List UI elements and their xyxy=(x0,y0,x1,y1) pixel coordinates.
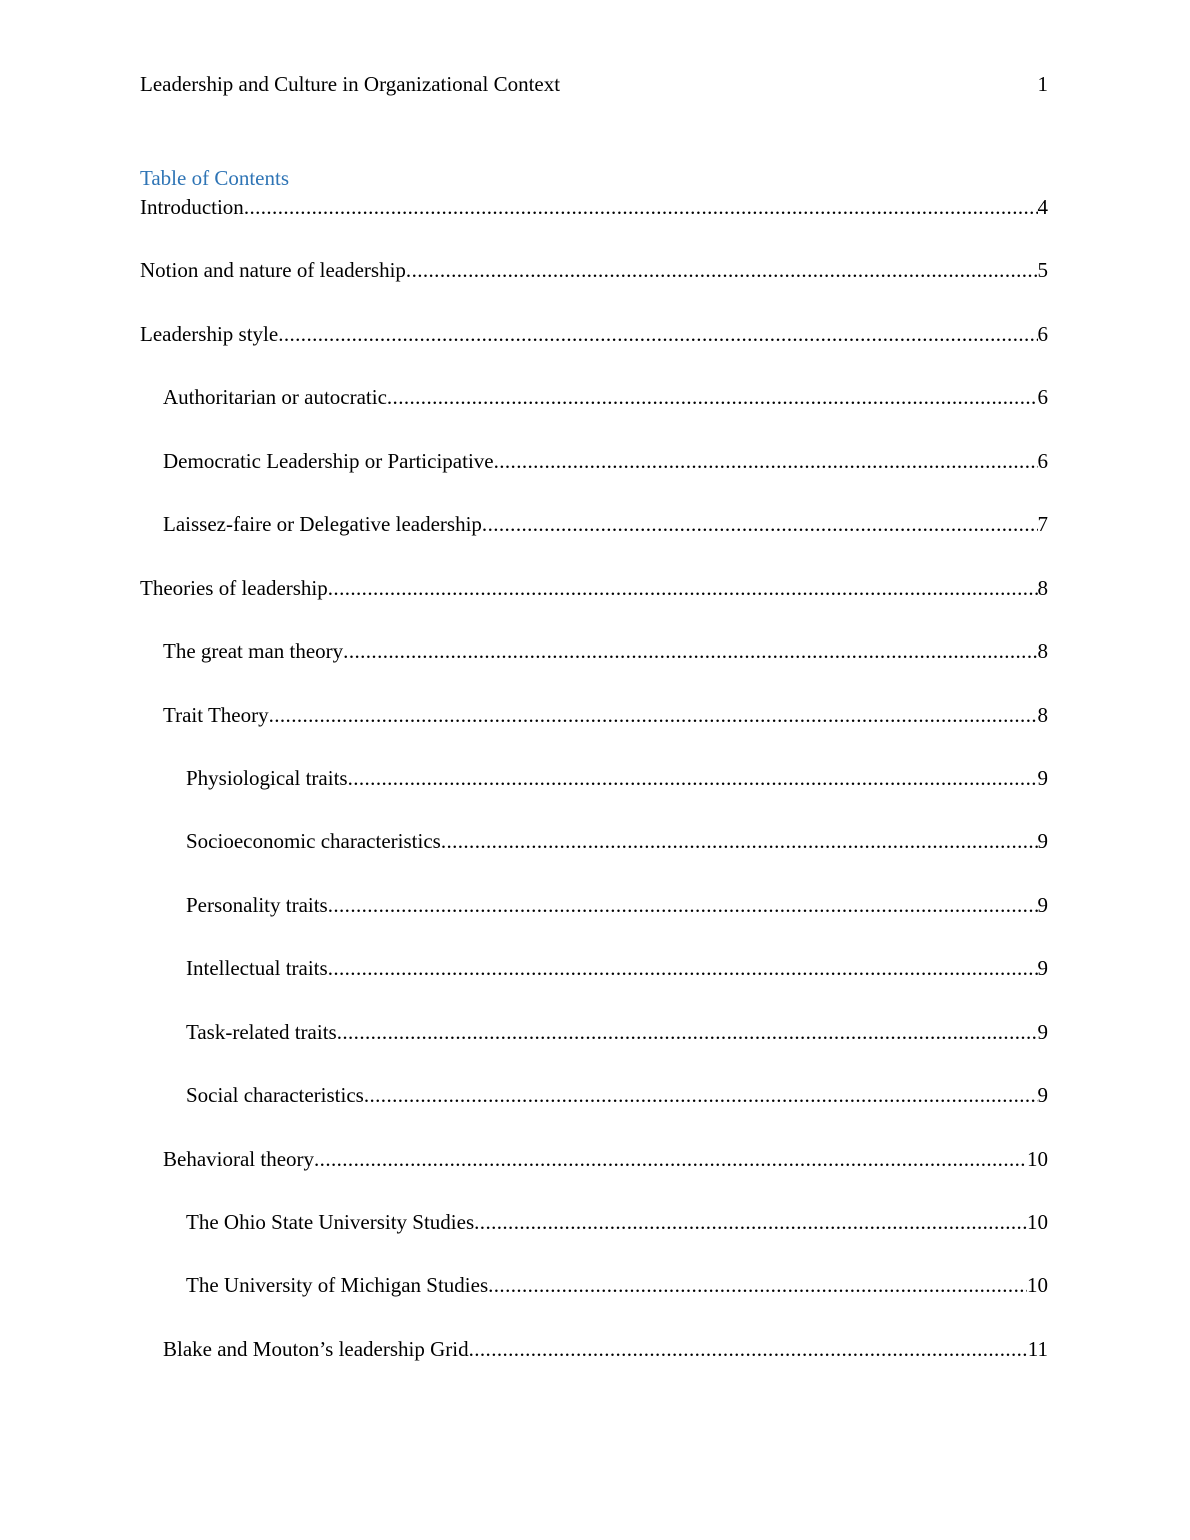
toc-entry-row xyxy=(186,764,1048,792)
toc-dot-leader xyxy=(328,574,1038,602)
running-head-title: Leadership and Culture in Organizational Context xyxy=(140,72,561,96)
toc-dot-leader xyxy=(337,1018,1038,1046)
toc-entry-label[interactable]: Social characteristics xyxy=(186,1083,364,1108)
toc-entry-row xyxy=(140,256,1048,284)
toc-entry[interactable] xyxy=(140,1271,1048,1334)
toc-dot-leader xyxy=(314,1145,1027,1173)
toc-entry-page-number[interactable]: 10 xyxy=(1027,1273,1048,1298)
toc-entry-page-number[interactable]: 9 xyxy=(1037,1019,1048,1044)
toc-entry-page-number[interactable]: 6 xyxy=(1037,385,1048,410)
toc-entry-page-number[interactable]: 10 xyxy=(1027,1146,1048,1171)
toc-entry[interactable] xyxy=(140,1081,1048,1144)
toc-entry[interactable] xyxy=(140,510,1048,573)
toc-dot-leader xyxy=(482,510,1038,538)
toc-entry-label[interactable]: Introduction xyxy=(140,195,244,219)
toc-dot-leader xyxy=(364,1081,1038,1109)
toc-entry-row xyxy=(186,1081,1048,1109)
toc-dot-leader xyxy=(494,447,1038,475)
toc-entry[interactable] xyxy=(140,1018,1048,1081)
toc-entry-page-number[interactable]: 9 xyxy=(1037,1083,1048,1108)
toc-dot-leader xyxy=(343,637,1037,665)
toc-entry-label[interactable]: Behavioral theory xyxy=(163,1146,315,1171)
toc-entry-label[interactable]: Leadership style xyxy=(140,321,279,346)
toc-entry-page-number[interactable]: 8 xyxy=(1037,702,1048,727)
toc-entry-row xyxy=(186,827,1048,855)
toc-entry[interactable] xyxy=(140,193,1048,256)
toc-entry-label[interactable]: The University of Michigan Studies xyxy=(186,1273,489,1298)
toc-entry-label[interactable]: Democratic Leadership or Participative xyxy=(163,448,494,473)
toc-entry-row xyxy=(163,637,1048,665)
toc-entry-page-number[interactable]: 6 xyxy=(1037,448,1048,473)
toc-dot-leader xyxy=(406,256,1038,284)
toc-dot-leader xyxy=(469,1335,1028,1363)
toc-dot-leader xyxy=(387,383,1038,411)
toc-entry[interactable] xyxy=(140,320,1048,383)
toc-entry-row xyxy=(163,701,1048,729)
toc-entry-row xyxy=(163,447,1048,475)
toc-entry-page-number[interactable]: 9 xyxy=(1037,829,1048,854)
page-number: 1 xyxy=(1037,72,1048,96)
toc-entry-row xyxy=(186,1271,1048,1299)
toc-entry-row xyxy=(163,383,1048,411)
toc-entry-label[interactable]: The great man theory xyxy=(163,639,344,664)
toc-entry[interactable] xyxy=(140,256,1048,319)
toc-entry-page-number[interactable]: 9 xyxy=(1037,956,1048,981)
toc-entry-row xyxy=(140,320,1048,348)
toc-entry-page-number[interactable]: 8 xyxy=(1037,639,1048,664)
table-of-contents xyxy=(140,193,1048,1398)
toc-entry-page-number[interactable]: 9 xyxy=(1037,892,1048,917)
page-header xyxy=(140,70,1048,98)
toc-entry-page-number[interactable]: 10 xyxy=(1027,1210,1048,1234)
toc-entry-label[interactable]: Physiological traits xyxy=(186,765,348,790)
toc-entry[interactable] xyxy=(140,637,1048,700)
toc-dot-leader xyxy=(488,1271,1027,1299)
toc-entry-label[interactable]: Laissez-faire or Delegative leadership xyxy=(163,512,482,537)
toc-entry[interactable] xyxy=(140,574,1048,637)
toc-entry-label[interactable]: Authoritarian or autocratic xyxy=(163,385,387,410)
toc-entry-row xyxy=(186,954,1048,982)
toc-dot-leader xyxy=(441,827,1038,855)
toc-entry-page-number[interactable]: 6 xyxy=(1037,321,1048,346)
toc-entry-label[interactable]: Blake and Mouton’s leadership Grid xyxy=(163,1336,469,1361)
toc-entry[interactable] xyxy=(140,764,1048,827)
toc-entry-label[interactable]: Personality traits xyxy=(186,892,328,917)
toc-entry-page-number[interactable]: 4 xyxy=(1037,195,1048,219)
toc-entry[interactable] xyxy=(140,447,1048,510)
toc-entry-label[interactable]: Notion and nature of leadership xyxy=(140,258,406,283)
toc-dot-leader xyxy=(269,701,1038,729)
toc-entry-row xyxy=(163,510,1048,538)
toc-entry-row xyxy=(163,1335,1048,1363)
toc-entry-row xyxy=(186,1208,1048,1236)
toc-entry[interactable] xyxy=(140,383,1048,446)
toc-entry-label[interactable]: Socioeconomic characteristics xyxy=(186,829,441,854)
toc-entry-page-number[interactable]: 7 xyxy=(1037,512,1048,537)
toc-entry-label[interactable]: Task-related traits xyxy=(186,1019,337,1044)
toc-entry[interactable] xyxy=(140,1335,1048,1398)
toc-entry-row xyxy=(186,891,1048,919)
toc-entry-page-number[interactable]: 11 xyxy=(1027,1336,1048,1361)
toc-entry-row xyxy=(186,1018,1048,1046)
toc-entry-label[interactable]: Theories of leadership xyxy=(140,575,328,600)
toc-entry-page-number[interactable]: 5 xyxy=(1037,258,1048,283)
toc-entry-label[interactable]: Trait Theory xyxy=(163,702,269,727)
toc-entry[interactable] xyxy=(140,1208,1048,1271)
toc-dot-leader xyxy=(474,1208,1027,1236)
toc-entry-label[interactable]: The Ohio State University Studies xyxy=(186,1210,475,1234)
toc-entry-page-number[interactable]: 9 xyxy=(1037,765,1048,790)
toc-dot-leader xyxy=(278,320,1037,348)
toc-entry-page-number[interactable]: 8 xyxy=(1037,575,1048,600)
toc-entry[interactable] xyxy=(140,827,1048,890)
toc-heading: Table of Contents xyxy=(140,166,289,190)
toc-entry[interactable] xyxy=(140,701,1048,764)
toc-dot-leader xyxy=(328,954,1038,982)
toc-dot-leader xyxy=(348,764,1038,792)
toc-entry-row xyxy=(140,193,1048,221)
toc-entry-row xyxy=(163,1145,1048,1173)
toc-entry[interactable] xyxy=(140,891,1048,954)
toc-entry[interactable] xyxy=(140,1145,1048,1208)
toc-dot-leader xyxy=(244,193,1038,221)
toc-entry[interactable] xyxy=(140,954,1048,1017)
toc-entry-label[interactable]: Intellectual traits xyxy=(186,956,328,981)
toc-dot-leader xyxy=(328,891,1038,919)
toc-entry-row xyxy=(140,574,1048,602)
